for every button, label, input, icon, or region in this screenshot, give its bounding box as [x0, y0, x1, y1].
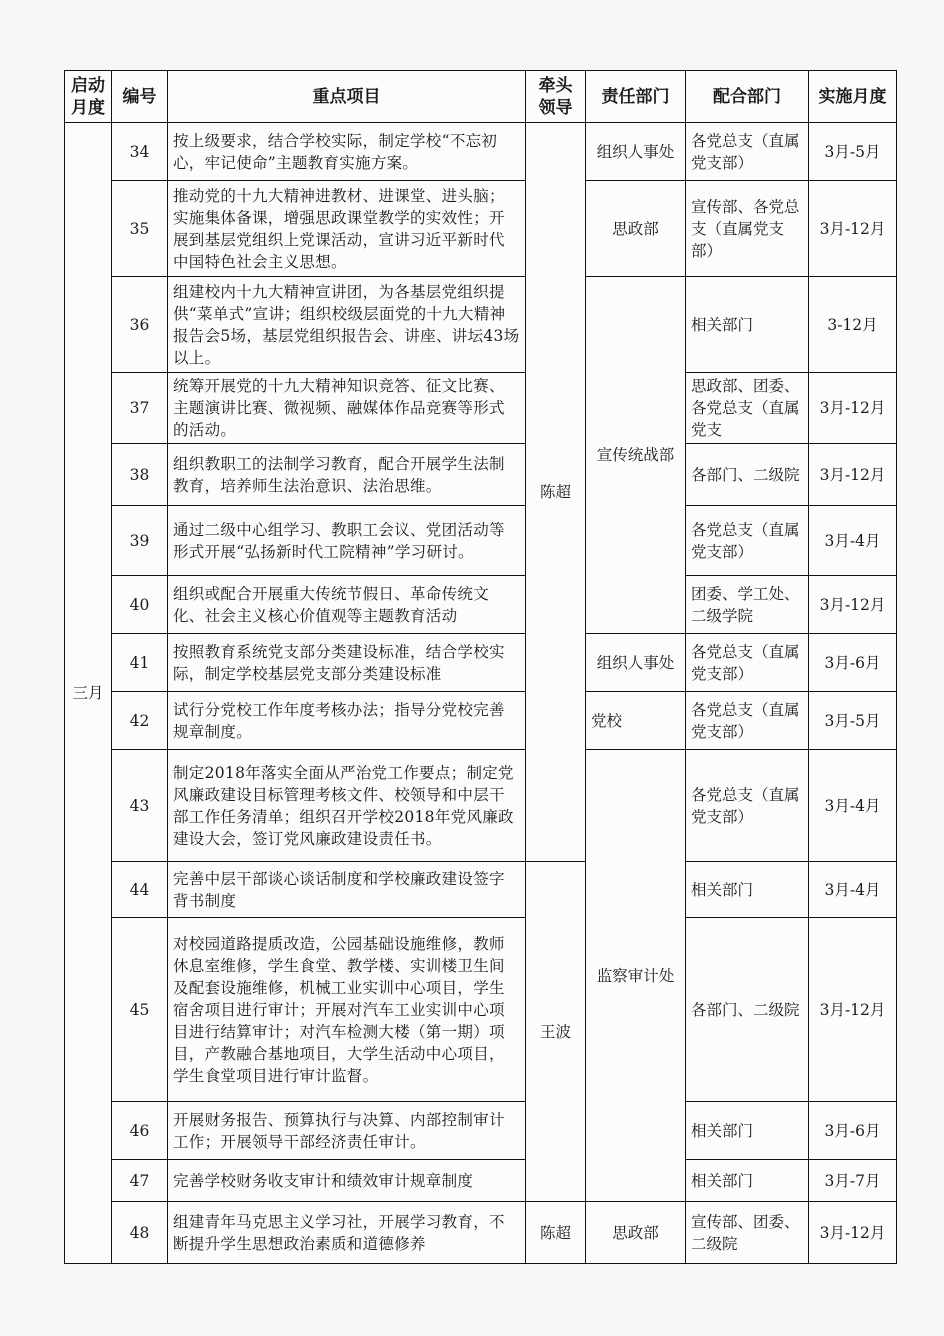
- project-cell: 组织或配合开展重大传统节假日、革命传统文化、社会主义核心价值观等主题教育活动: [168, 576, 526, 634]
- table-row: [65, 506, 897, 576]
- project-cell: 试行分党校工作年度考核办法；指导分党校完善规章制度。: [168, 692, 526, 750]
- dept-cell: 思政部: [586, 181, 686, 277]
- row-number: 45: [112, 918, 168, 1102]
- coop-cell: 宣传部、各党总支（直属党支部）: [686, 181, 809, 277]
- coop-cell: 各部门、二级院: [686, 918, 809, 1102]
- time-cell: 3月-4月: [809, 506, 897, 576]
- dept-cell: 党校: [586, 692, 686, 750]
- time-cell: 3月-4月: [809, 750, 897, 862]
- time-cell: 3月-6月: [809, 1102, 897, 1160]
- coop-cell: 各党总支（直属党支部）: [686, 692, 809, 750]
- coop-cell: 宣传部、团委、二级院: [686, 1202, 809, 1264]
- header-dept: 责任部门: [586, 71, 686, 123]
- table-row: [65, 1160, 897, 1202]
- table-row: [65, 277, 897, 373]
- time-cell: 3月-12月: [809, 444, 897, 506]
- time-cell: 3月-7月: [809, 1160, 897, 1202]
- header-month: 启动月度: [65, 71, 112, 123]
- project-cell: 完善学校财务收支审计和绩效审计规章制度: [168, 1160, 526, 1202]
- project-cell: 通过二级中心组学习、教职工会议、党团活动等形式开展“弘扬新时代工院精神”学习研讨。: [168, 506, 526, 576]
- dept-cell: 思政部: [586, 1202, 686, 1264]
- header-time: 实施月度: [809, 71, 897, 123]
- project-cell: 制定2018年落实全面从严治党工作要点；制定党风廉政建设目标管理考核文件、校领导和中层干部工作任务清单；组织召开学校2018年党风廉政建设大会，签订党风廉政建设责任书。: [168, 750, 526, 862]
- project-cell: 组建校内十九大精神宣讲团，为各基层党组织提供“菜单式”宣讲；组织校级层面党的十九大精神报告会5场，基层党组织报告会、讲座、讲坛43场以上。: [168, 277, 526, 373]
- coop-cell: 各党总支（直属党支部）: [686, 506, 809, 576]
- time-cell: 3月-12月: [809, 181, 897, 277]
- leader-cell: 陈超: [526, 123, 586, 862]
- header-num: 编号: [112, 71, 168, 123]
- time-cell: 3月-5月: [809, 123, 897, 181]
- table-row: [65, 576, 897, 634]
- row-number: 37: [112, 373, 168, 444]
- table-row: [65, 123, 897, 181]
- project-cell: 开展财务报告、预算执行与决算、内部控制审计工作；开展领导干部经济责任审计。: [168, 1102, 526, 1160]
- row-number: 47: [112, 1160, 168, 1202]
- table-row: [65, 692, 897, 750]
- table-row: [65, 862, 897, 918]
- coop-cell: 各党总支（直属党支部）: [686, 634, 809, 692]
- project-cell: 按照教育系统党支部分类建设标准，结合学校实际，制定学校基层党支部分类建设标准: [168, 634, 526, 692]
- coop-cell: 各党总支（直属党支部）: [686, 750, 809, 862]
- row-number: 35: [112, 181, 168, 277]
- table-row: [65, 634, 897, 692]
- coop-cell: 相关部门: [686, 277, 809, 373]
- time-cell: 3月-6月: [809, 634, 897, 692]
- work-plan-table: [64, 70, 897, 1264]
- dept-cell: 组织人事处: [586, 123, 686, 181]
- table-row: [65, 750, 897, 862]
- row-number: 34: [112, 123, 168, 181]
- project-cell: 按上级要求，结合学校实际，制定学校“不忘初心，牢记使命”主题教育实施方案。: [168, 123, 526, 181]
- table-row: [65, 444, 897, 506]
- leader-cell: 陈超: [526, 1202, 586, 1264]
- row-number: 43: [112, 750, 168, 862]
- time-cell: 3月-12月: [809, 918, 897, 1102]
- time-cell: 3月-12月: [809, 576, 897, 634]
- coop-cell: 思政部、团委、各党总支（直属党支: [686, 373, 809, 444]
- project-cell: 对校园道路提质改造，公园基础设施维修，教师休息室维修，学生食堂、教学楼、实训楼卫生间及配套设施维修，机械工业实训中心项目，学生宿舍项目进行审计；开展对汽车工业实训中心项目进行结算审计；对汽车检测大楼（第一期）项目，产教融合基地项目，大学生活动中心项目，学生食堂项目进行审计监督。: [168, 918, 526, 1102]
- table-row: [65, 373, 897, 444]
- time-cell: 3月-12月: [809, 1202, 897, 1264]
- table-row: [65, 181, 897, 277]
- dept-cell: 宣传统战部: [586, 277, 686, 634]
- dept-cell: 监察审计处: [586, 750, 686, 1202]
- project-cell: 统筹开展党的十九大精神知识竞答、征文比赛、主题演讲比赛、微视频、融媒体作品竞赛等形式的活动。: [168, 373, 526, 444]
- row-number: 48: [112, 1202, 168, 1264]
- leader-cell: 王波: [526, 862, 586, 1202]
- header-project: 重点项目: [168, 71, 526, 123]
- time-cell: 3-12月: [809, 277, 897, 373]
- row-number: 38: [112, 444, 168, 506]
- coop-cell: 各部门、二级院: [686, 444, 809, 506]
- header-row: [65, 71, 897, 123]
- header-coop: 配合部门: [686, 71, 809, 123]
- table-row: [65, 918, 897, 1102]
- project-cell: 推动党的十九大精神进教材、进课堂、进头脑；实施集体备课，增强思政课堂教学的实效性；开展到基层党组织上党课活动，宣讲习近平新时代中国特色社会主义思想。: [168, 181, 526, 277]
- time-cell: 3月-12月: [809, 373, 897, 444]
- table-row: [65, 1102, 897, 1160]
- project-cell: 组建青年马克思主义学习社，开展学习教育，不断提升学生思想政治素质和道德修养: [168, 1202, 526, 1264]
- project-cell: 完善中层干部谈心谈话制度和学校廉政建设签字背书制度: [168, 862, 526, 918]
- coop-cell: 相关部门: [686, 862, 809, 918]
- row-number: 42: [112, 692, 168, 750]
- row-number: 39: [112, 506, 168, 576]
- header-leader: 牵头领导: [526, 71, 586, 123]
- row-number: 40: [112, 576, 168, 634]
- coop-cell: 相关部门: [686, 1102, 809, 1160]
- coop-cell: 团委、学工处、二级学院: [686, 576, 809, 634]
- table-row: [65, 1202, 897, 1264]
- row-number: 36: [112, 277, 168, 373]
- month-cell: 三月: [65, 123, 112, 1264]
- row-number: 46: [112, 1102, 168, 1160]
- time-cell: 3月-4月: [809, 862, 897, 918]
- row-number: 41: [112, 634, 168, 692]
- time-cell: 3月-5月: [809, 692, 897, 750]
- row-number: 44: [112, 862, 168, 918]
- coop-cell: 各党总支（直属党支部）: [686, 123, 809, 181]
- dept-cell: 组织人事处: [586, 634, 686, 692]
- project-cell: 组织教职工的法制学习教育，配合开展学生法制教育，培养师生法治意识、法治思维。: [168, 444, 526, 506]
- coop-cell: 相关部门: [686, 1160, 809, 1202]
